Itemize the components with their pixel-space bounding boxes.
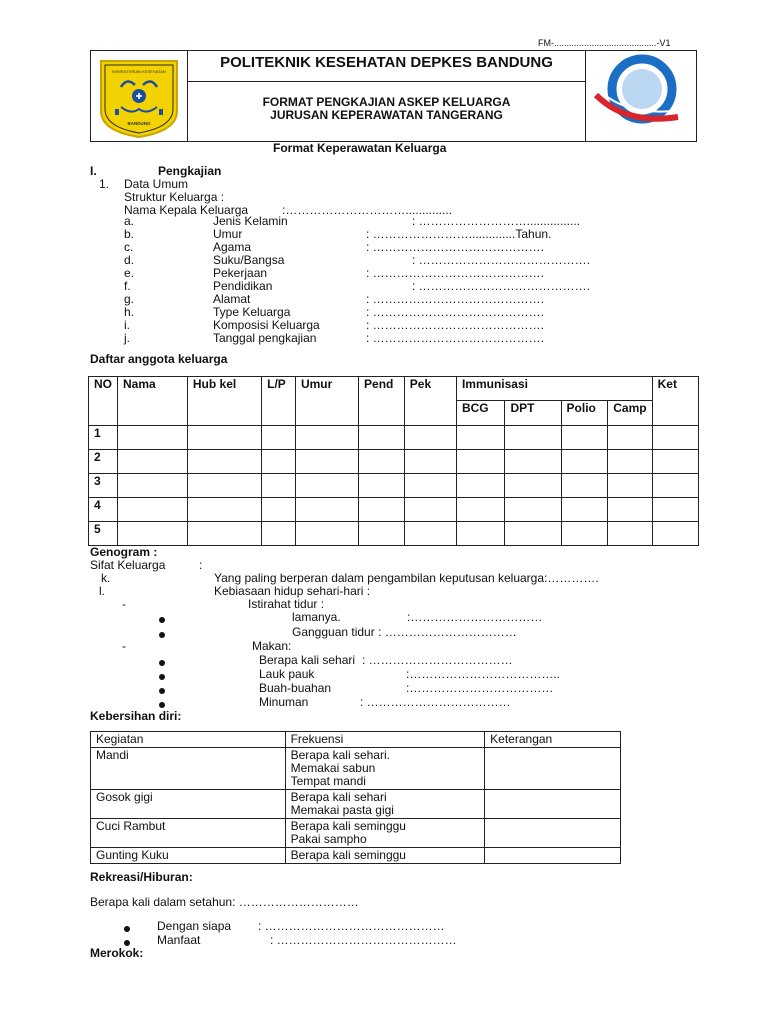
bullet-icon: [159, 660, 165, 666]
field-label: Agama: [213, 240, 252, 254]
field-letter: f.: [124, 279, 131, 293]
genogram-label: Genogram :: [90, 545, 158, 559]
empty-cell: [505, 426, 561, 450]
item-l-letter: l.: [99, 584, 105, 598]
makan-item-value: : ………………………………: [362, 653, 513, 667]
bullet-icon: [159, 674, 165, 680]
section-number: I.: [90, 164, 97, 178]
dash-istirahat: -: [122, 597, 126, 611]
empty-cell: [505, 522, 561, 546]
empty-cell: [118, 474, 188, 498]
table-row: [91, 748, 621, 790]
field-value: : …………………………………….: [366, 318, 545, 332]
frekuensi-line: Memakai pasta gigi: [290, 803, 394, 817]
row-number: 4: [89, 498, 118, 522]
item-k-text: Yang paling berperan dalam pengambilan keputusan keluarga:………….: [214, 571, 599, 585]
empty-cell: [262, 426, 296, 450]
item-l-text: Kebiasaan hidup sehari-hari :: [214, 584, 371, 598]
empty-cell: [561, 450, 608, 474]
col-header-camp: Camp: [608, 401, 652, 426]
empty-cell: [652, 426, 698, 450]
empty-cell: [359, 498, 405, 522]
istirahat-label: Istirahat tidur :: [248, 597, 325, 611]
document-header: [90, 50, 697, 142]
field-label: Umur: [213, 227, 243, 241]
kebersihan-table: [90, 731, 621, 864]
kepala-keluarga-label: Nama Kepala Keluarga: [124, 203, 249, 217]
empty-cell: [262, 498, 296, 522]
frekuensi-line: Berapa kali seminggu: [290, 848, 406, 862]
field-letter: j.: [124, 331, 130, 345]
empty-cell: [295, 522, 358, 546]
col-header-keterangan: Keterangan: [485, 732, 621, 748]
empty-cell: [359, 522, 405, 546]
field-label: Komposisi Keluarga: [213, 318, 320, 332]
subsection-number: 1.: [99, 177, 110, 191]
swirl-logo-icon: [586, 51, 696, 141]
table-row: [89, 498, 699, 522]
item-k-letter: k.: [101, 571, 111, 585]
bullet-icon: [159, 702, 165, 708]
field-letter: h.: [124, 305, 135, 319]
empty-cell: [404, 426, 456, 450]
table-row: [89, 450, 699, 474]
empty-cell: [652, 474, 698, 498]
frekuensi-line: Berapa kali sehari.: [290, 748, 390, 762]
department-name: JURUSAN KEPERAWATAN TANGERANG: [270, 108, 503, 122]
keterangan-cell: [485, 848, 621, 864]
keterangan-cell: [485, 819, 621, 848]
members-heading: Daftar anggota keluarga: [90, 352, 228, 366]
empty-cell: [561, 474, 608, 498]
kegiatan-cell: Cuci Rambut: [91, 819, 286, 848]
empty-cell: [456, 426, 505, 450]
frekuensi-cell: [285, 848, 485, 864]
frekuensi-line: Berapa kali seminggu: [290, 819, 406, 833]
makan-item-label: Berapa kali sehari: [259, 653, 356, 667]
keterangan-cell: [485, 748, 621, 790]
frekuensi-line: Berapa kali sehari: [290, 790, 387, 804]
empty-cell: [652, 498, 698, 522]
col-header-frekuensi: Frekuensi: [285, 732, 485, 748]
empty-cell: [262, 450, 296, 474]
row-number: 5: [89, 522, 118, 546]
empty-cell: [608, 522, 652, 546]
col-header-pek: Pek: [404, 377, 456, 426]
institution-name: POLITEKNIK KESEHATAN DEPKES BANDUNG: [220, 54, 553, 71]
field-value: : …………………………………….: [366, 331, 545, 345]
institution-logo-left: [91, 51, 188, 141]
empty-cell: [118, 522, 188, 546]
field-letter: g.: [124, 292, 135, 306]
empty-cell: [187, 522, 261, 546]
makan-label: Makan:: [252, 639, 292, 653]
empty-cell: [608, 426, 652, 450]
field-value: : …………………………………….: [412, 253, 591, 267]
lamanya-label: lamanya.: [292, 610, 341, 624]
field-letter: c.: [124, 240, 134, 254]
field-value: : ………………………................: [412, 214, 581, 228]
field-value: : …………………………………….: [366, 266, 545, 280]
empty-cell: [456, 522, 505, 546]
kepala-keluarga-value: :…………………………..............: [282, 203, 453, 217]
empty-cell: [359, 426, 405, 450]
empty-cell: [652, 450, 698, 474]
frekuensi-line: Memakai sabun: [290, 761, 376, 775]
field-label: Type Keluarga: [213, 305, 291, 319]
rekreasi-heading: Rekreasi/Hiburan:: [90, 870, 193, 884]
poltekkes-logo-icon: [91, 51, 187, 141]
field-letter: i.: [124, 318, 130, 332]
empty-cell: [404, 498, 456, 522]
institution-logo-right: [585, 51, 696, 141]
empty-cell: [118, 426, 188, 450]
empty-cell: [608, 498, 652, 522]
empty-cell: [118, 498, 188, 522]
dash-makan: -: [122, 639, 126, 653]
empty-cell: [561, 522, 608, 546]
col-header-lp: L/P: [262, 377, 296, 426]
makan-item-label: Lauk pauk: [259, 667, 315, 681]
empty-cell: [561, 426, 608, 450]
merokok-label: Merokok:: [90, 946, 144, 960]
table-row: [91, 790, 621, 819]
makan-item-label: Buah-buahan: [259, 681, 332, 695]
makan-item-label: Minuman: [259, 695, 309, 709]
row-number: 2: [89, 450, 118, 474]
empty-cell: [505, 450, 561, 474]
empty-cell: [608, 450, 652, 474]
empty-cell: [295, 474, 358, 498]
table-row: [91, 819, 621, 848]
rekreasi-item-label: Dengan siapa: [157, 919, 232, 933]
row-number: 3: [89, 474, 118, 498]
col-header-dpt: DPT: [505, 401, 561, 426]
field-value: : …………………………………….: [412, 279, 591, 293]
bullet-icon: [159, 617, 165, 623]
table-row: [89, 522, 699, 546]
col-header-pend: Pend: [359, 377, 405, 426]
sifat-keluarga-colon: :: [199, 558, 203, 572]
keterangan-cell: [485, 790, 621, 819]
col-header-polio: Polio: [561, 401, 608, 426]
frekuensi-cell: [285, 748, 485, 790]
empty-cell: [456, 474, 505, 498]
empty-cell: [652, 522, 698, 546]
frekuensi-cell: [285, 819, 485, 848]
field-letter: a.: [124, 214, 135, 228]
empty-cell: [295, 426, 358, 450]
empty-cell: [295, 498, 358, 522]
bullet-icon: [159, 688, 165, 694]
frekuensi-cell: [285, 790, 485, 819]
field-letter: d.: [124, 253, 135, 267]
empty-cell: [187, 474, 261, 498]
empty-cell: [404, 522, 456, 546]
rekreasi-item-value: : ………………………………………: [258, 919, 445, 933]
rekreasi-frequency: Berapa kali dalam setahun: …………………………: [90, 895, 359, 909]
section-title: Pengkajian: [158, 164, 222, 178]
gangguan-tidur: Gangguan tidur : ……………………………: [292, 625, 517, 639]
field-value: : …………………………………….: [366, 305, 545, 319]
rekreasi-item-value: : ………………………………………: [270, 933, 457, 947]
members-table: [88, 376, 699, 546]
field-label: Alamat: [213, 292, 251, 306]
frekuensi-line: Pakai sampho: [290, 832, 367, 846]
header-divider: [187, 81, 586, 82]
empty-cell: [187, 498, 261, 522]
field-label: Pendidikan: [213, 279, 273, 293]
field-label: Pekerjaan: [213, 266, 268, 280]
empty-cell: [262, 474, 296, 498]
empty-cell: [295, 450, 358, 474]
empty-cell: [187, 450, 261, 474]
table-row: [89, 474, 699, 498]
document-title: Format Keperawatan Keluarga: [273, 141, 447, 155]
table-row: [91, 848, 621, 864]
kegiatan-cell: Gunting Kuku: [91, 848, 286, 864]
row-number: 1: [89, 426, 118, 450]
empty-cell: [505, 498, 561, 522]
empty-cell: [404, 474, 456, 498]
logo-text-bottom: BANDUNG: [127, 121, 151, 126]
makan-item-value: :………………………………..: [406, 667, 561, 681]
format-title: FORMAT PENGKAJIAN ASKEP KELUARGA: [262, 95, 511, 109]
field-value: : …………………………………….: [366, 292, 545, 306]
kebersihan-heading: Kebersihan diri:: [90, 709, 182, 723]
col-header-no: NO: [89, 377, 118, 426]
col-header-kegiatan: Kegiatan: [91, 732, 286, 748]
field-label: Suku/Bangsa: [213, 253, 285, 267]
struktur-keluarga: Struktur Keluarga :: [124, 190, 225, 204]
rekreasi-item-label: Manfaat: [157, 933, 201, 947]
col-header-immunisasi: Immunisasi: [456, 377, 652, 401]
empty-cell: [608, 474, 652, 498]
lamanya-value: :……………………………: [407, 610, 543, 624]
empty-cell: [456, 498, 505, 522]
field-label: Tanggal pengkajian: [213, 331, 317, 345]
empty-cell: [404, 450, 456, 474]
field-value: : …………………………………….: [366, 240, 545, 254]
field-letter: e.: [124, 266, 135, 280]
table-row: [89, 426, 699, 450]
field-label: Jenis Kelamin: [213, 214, 288, 228]
field-letter: b.: [124, 227, 135, 241]
bullet-icon: [159, 632, 165, 638]
form-code: FM-.........................................-V1: [538, 38, 671, 48]
col-header-bcg: BCG: [456, 401, 505, 426]
empty-cell: [118, 450, 188, 474]
subsection-title: Data Umum: [124, 177, 189, 191]
col-header-hub-kel: Hub kel: [187, 377, 261, 426]
empty-cell: [505, 474, 561, 498]
empty-cell: [359, 450, 405, 474]
makan-item-value: : ………………………………: [360, 695, 511, 709]
field-value: : ……………………..............Tahun.: [366, 227, 552, 241]
col-header-ket: Ket: [652, 377, 698, 426]
bullet-icon: [124, 926, 130, 932]
empty-cell: [262, 522, 296, 546]
empty-cell: [561, 498, 608, 522]
sifat-keluarga-label: Sifat Keluarga: [90, 558, 166, 572]
frekuensi-line: Tempat mandi: [290, 774, 366, 788]
makan-item-value: :………………………………: [406, 681, 554, 695]
empty-cell: [359, 474, 405, 498]
col-header-nama: Nama: [118, 377, 188, 426]
empty-cell: [456, 450, 505, 474]
logo-text-top: KEMENTERIAN KESEHATAN: [112, 69, 166, 74]
kegiatan-cell: Gosok gigi: [91, 790, 286, 819]
kegiatan-cell: Mandi: [91, 748, 286, 790]
col-header-umur: Umur: [295, 377, 358, 426]
empty-cell: [187, 426, 261, 450]
